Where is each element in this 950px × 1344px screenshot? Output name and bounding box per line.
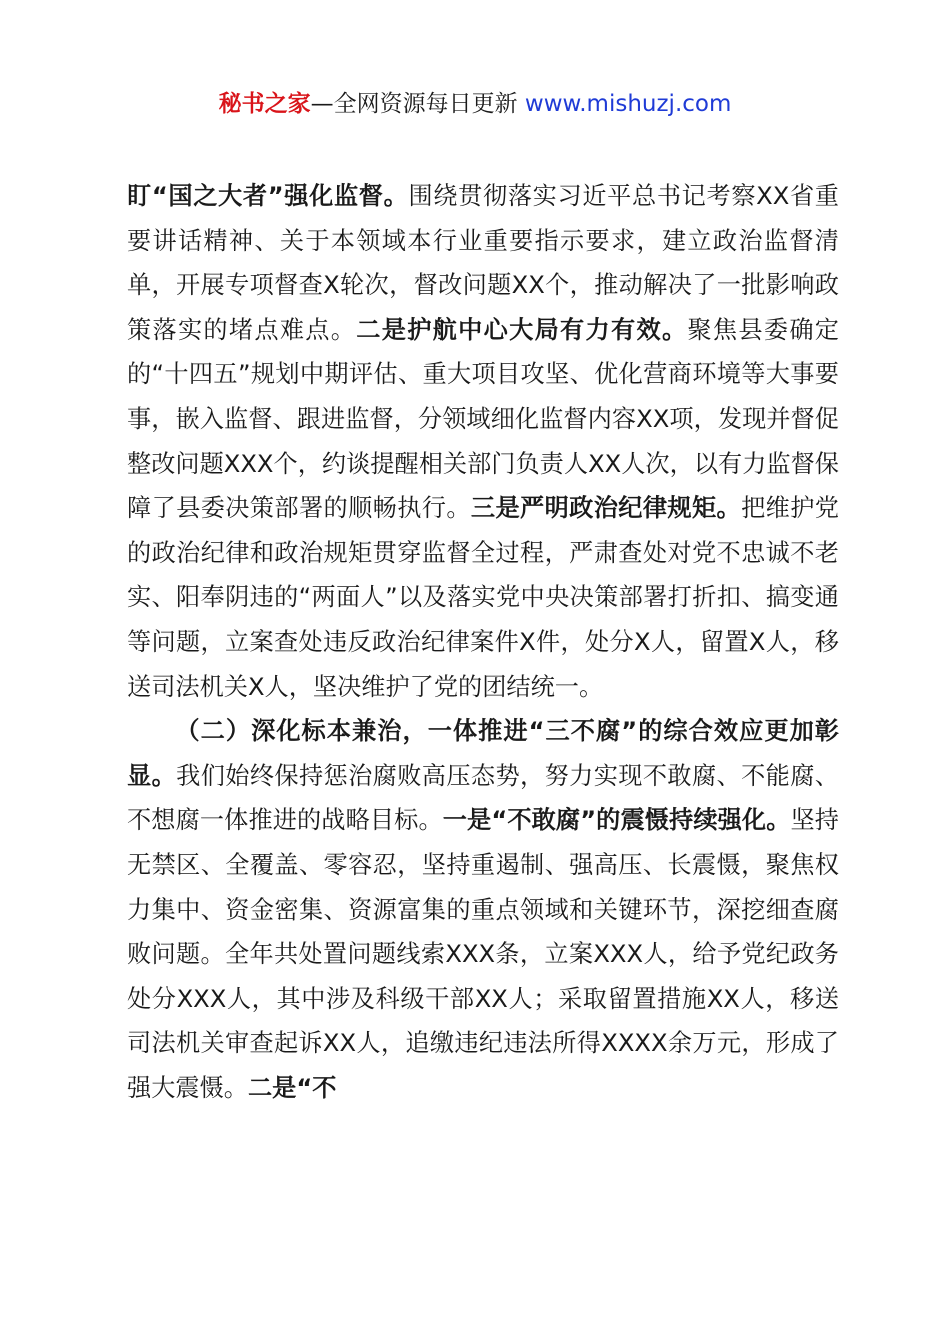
text-run: 一是“不敢腐”的震慑持续强化。 [442,806,791,835]
brand-name: 秘书之家 [218,91,311,117]
document-body [127,174,839,1110]
text-run: 三是严明政治纪律规矩。 [470,494,742,523]
page-header [0,86,950,122]
paragraph-1 [127,174,839,709]
paragraph-2 [127,709,839,1110]
text-run: 把维护党的政治纪律和政治规矩贯穿监督全过程，严肃查处对党不忠诚不老实、阳奉阴违的“两面人”以及落实党中央决策部署打折扣、搞变通等问题，立案查处违反政治纪律案件X件，处分X人，留置X人，移送司法机关X人，坚决维护了党的团结统一。 [127,494,839,701]
text-run: 我们始终保持惩治腐败高压态势，努力实现不敢腐、不能腐、不想腐一体推进的战略目标。 [127,761,839,835]
text-run: 盯“国之大者”强化监督。 [127,182,409,210]
text-run: 聚焦县委确定的“十四五”规划中期评估、重大项目攻坚、优化营商环境等大事要事，嵌入监督、跟进监督，分领域细化监督内容XX项，发现并督促整改问题XXX个，约谈提醒相关部门负责人XX人次，以有力监督保障了县委决策部署的顺畅执行。 [127,315,839,523]
text-run: （二）深化标本兼治，一体推进“三不腐”的综合效应更加彰显。 [127,717,839,790]
text-run: 坚持无禁区、全覆盖、零容忍，坚持重遏制、强高压、长震慑，聚焦权力集中、资金密集、资源富集的重点领域和关键环节，深挖细查腐败问题。全年共处置问题线索XXX条，立案XXX人，给予党纪政务处分XXX人，其中涉及科级干部XX人；采取留置措施XX人，移送司法机关审查起诉XX人，追缴违纪违法所得XXXX余万元，形成了强大震慑。 [127,806,839,1102]
text-run: 二是护航中心大局有力有效。 [356,315,688,344]
header-tagline: —全网资源每日更新 [310,91,525,117]
text-run: 围绕贯彻落实习近平总书记考察XX省重要讲话精神、关于本领域本行业重要指示要求，建立政治监督清单，开展专项督查X轮次，督改问题XX个，推动解决了一批影响政策落实的堵点难点。 [127,182,839,344]
text-run: 二是“不 [247,1073,337,1102]
website-url[interactable]: www.mishuzj.com [524,91,732,117]
